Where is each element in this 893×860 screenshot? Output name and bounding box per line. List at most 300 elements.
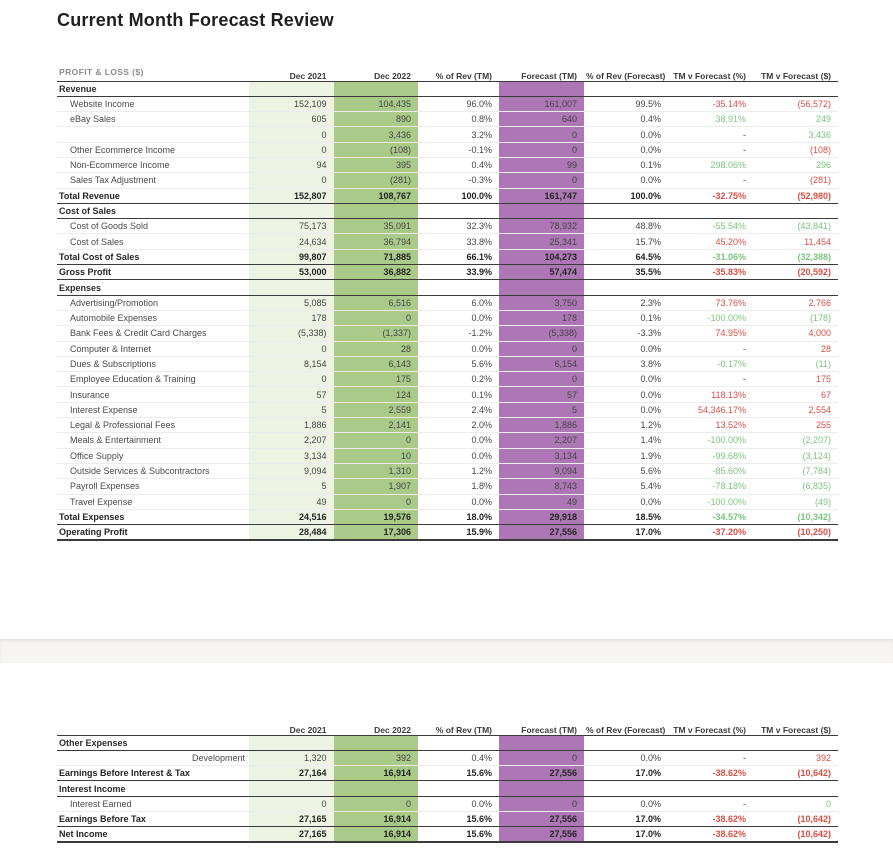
- cell-pct_rev_tm: 0.4%: [418, 157, 499, 172]
- cell-dec2022: 0: [334, 796, 419, 811]
- cell-forecast_tm: 0: [499, 750, 584, 765]
- cell-dec2021: 0: [249, 173, 334, 188]
- item-row: [57, 387, 838, 402]
- cell-tm_v_forecast_usd: (20,592): [753, 265, 838, 280]
- table-header: [57, 63, 838, 81]
- cell-pct_rev_tm: 0.0%: [418, 433, 499, 448]
- cell-pct_rev_forecast: 0.0%: [584, 402, 668, 417]
- cell-tm_v_forecast_pct: -55.54%: [668, 219, 753, 234]
- column-header-dec2022: Dec 2022: [334, 717, 419, 735]
- cell-label: Total Expenses: [57, 509, 249, 524]
- cell-tm_v_forecast_pct: 38.91%: [668, 112, 753, 127]
- cell-pct_rev_tm: -0.3%: [418, 173, 499, 188]
- cell-dec2022: [334, 280, 419, 295]
- profit-and-loss-table: [57, 63, 838, 541]
- cell-label: Payroll Expenses: [57, 479, 249, 494]
- cell-pct_rev_tm: 0.0%: [418, 796, 499, 811]
- cell-tm_v_forecast_pct: 45.20%: [668, 234, 753, 249]
- cell-label: Automobile Expenses: [57, 310, 249, 325]
- cell-dec2021: 27,165: [249, 827, 334, 842]
- cell-tm_v_forecast_usd: (281): [753, 173, 838, 188]
- cell-dec2022: (1,337): [334, 326, 419, 341]
- cell-tm_v_forecast_usd: 4,000: [753, 326, 838, 341]
- cell-dec2021: 5: [249, 402, 334, 417]
- section-row: [57, 81, 838, 96]
- cell-dec2022: 36,794: [334, 234, 419, 249]
- cell-dec2021: 605: [249, 112, 334, 127]
- cell-label: Travel Expense: [57, 494, 249, 509]
- cell-pct_rev_tm: 3.2%: [418, 127, 499, 142]
- cell-pct_rev_forecast: 0.0%: [584, 387, 668, 402]
- cell-tm_v_forecast_usd: (3,124): [753, 448, 838, 463]
- cell-tm_v_forecast_pct: -100.00%: [668, 310, 753, 325]
- cell-forecast_tm: 27,556: [499, 525, 584, 540]
- cell-tm_v_forecast_pct: 74.95%: [668, 326, 753, 341]
- item-row: [57, 402, 838, 417]
- cell-pct_rev_forecast: 5.4%: [584, 479, 668, 494]
- cell-tm_v_forecast_usd: [753, 203, 838, 218]
- cell-forecast_tm: 27,556: [499, 811, 584, 826]
- cell-label: Outside Services & Subcontractors: [57, 463, 249, 478]
- cell-dec2022: [334, 203, 419, 218]
- total-row: [57, 811, 838, 826]
- cell-tm_v_forecast_pct: 54,346.17%: [668, 402, 753, 417]
- cell-pct_rev_tm: [418, 781, 499, 796]
- column-header-label: [57, 717, 249, 735]
- header-row: [57, 717, 838, 735]
- cell-tm_v_forecast_pct: [668, 781, 753, 796]
- column-header-tm_v_forecast_pct: TM v Forecast (%): [668, 63, 753, 81]
- cell-tm_v_forecast_usd: (11): [753, 356, 838, 371]
- cell-pct_rev_forecast: 100.0%: [584, 188, 668, 203]
- cell-pct_rev_forecast: 18.5%: [584, 509, 668, 524]
- cell-tm_v_forecast_usd: (43,841): [753, 219, 838, 234]
- cell-label: Dues & Subscriptions: [57, 356, 249, 371]
- column-header-forecast_tm: Forecast (TM): [499, 63, 584, 81]
- cell-dec2021: 0: [249, 127, 334, 142]
- cell-pct_rev_tm: 100.0%: [418, 188, 499, 203]
- column-header-pct_rev_forecast: % of Rev (Forecast): [584, 717, 668, 735]
- column-header-tm_v_forecast_pct: TM v Forecast (%): [668, 717, 753, 735]
- cell-tm_v_forecast_usd: (10,642): [753, 766, 838, 781]
- cell-tm_v_forecast_usd: 175: [753, 372, 838, 387]
- column-header-pct_rev_forecast: % of Rev (Forecast): [584, 63, 668, 81]
- cell-forecast_tm: 3,134: [499, 448, 584, 463]
- cell-tm_v_forecast_pct: [668, 735, 753, 750]
- cell-tm_v_forecast_usd: 392: [753, 750, 838, 765]
- cell-dec2022: 19,576: [334, 509, 419, 524]
- cell-tm_v_forecast_usd: (6,835): [753, 479, 838, 494]
- cell-pct_rev_forecast: 64.5%: [584, 249, 668, 264]
- cell-tm_v_forecast_pct: -: [668, 173, 753, 188]
- cell-label: Gross Profit: [57, 265, 249, 280]
- cell-tm_v_forecast_pct: 13.52%: [668, 418, 753, 433]
- item-row: [57, 96, 838, 111]
- cell-dec2021: [249, 203, 334, 218]
- cell-forecast_tm: 0: [499, 341, 584, 356]
- cell-tm_v_forecast_pct: -37.20%: [668, 525, 753, 540]
- cell-tm_v_forecast_usd: 255: [753, 418, 838, 433]
- cell-forecast_tm: 6,154: [499, 356, 584, 371]
- cell-forecast_tm: 25,341: [499, 234, 584, 249]
- cell-dec2022: 104,435: [334, 96, 419, 111]
- item-row: [57, 127, 838, 142]
- cell-forecast_tm: [499, 203, 584, 218]
- cell-label: Expenses: [57, 280, 249, 295]
- cell-pct_rev_tm: 15.9%: [418, 525, 499, 540]
- cell-forecast_tm: 0: [499, 796, 584, 811]
- cell-pct_rev_tm: 5.6%: [418, 356, 499, 371]
- item-row: [57, 219, 838, 234]
- cell-forecast_tm: 27,556: [499, 766, 584, 781]
- cell-label: Legal & Professional Fees: [57, 418, 249, 433]
- cell-pct_rev_forecast: [584, 781, 668, 796]
- cell-dec2021: 0: [249, 142, 334, 157]
- cell-pct_rev_forecast: -3.3%: [584, 326, 668, 341]
- cell-tm_v_forecast_pct: -100.00%: [668, 494, 753, 509]
- cell-dec2021: 8,154: [249, 356, 334, 371]
- cell-pct_rev_tm: 66.1%: [418, 249, 499, 264]
- cell-pct_rev_forecast: 17.0%: [584, 827, 668, 842]
- cell-pct_rev_forecast: 3.8%: [584, 356, 668, 371]
- cell-pct_rev_forecast: 0.0%: [584, 372, 668, 387]
- cell-forecast_tm: 99: [499, 157, 584, 172]
- cell-tm_v_forecast_pct: -: [668, 127, 753, 142]
- cell-dec2022: 890: [334, 112, 419, 127]
- item-row: [57, 157, 838, 172]
- header-row: [57, 63, 838, 81]
- column-header-pct_rev_tm: % of Rev (TM): [418, 717, 499, 735]
- cell-pct_rev_tm: 18.0%: [418, 509, 499, 524]
- cell-dec2021: [249, 781, 334, 796]
- cell-tm_v_forecast_pct: 73.76%: [668, 295, 753, 310]
- cell-label: Total Revenue: [57, 188, 249, 203]
- cell-dec2022: 124: [334, 387, 419, 402]
- cell-forecast_tm: 9,094: [499, 463, 584, 478]
- cell-pct_rev_forecast: 17.0%: [584, 525, 668, 540]
- cell-tm_v_forecast_usd: (178): [753, 310, 838, 325]
- cell-tm_v_forecast_pct: -32.75%: [668, 188, 753, 203]
- cell-pct_rev_tm: 96.0%: [418, 96, 499, 111]
- cell-dec2021: [249, 280, 334, 295]
- cell-tm_v_forecast_usd: (52,980): [753, 188, 838, 203]
- cell-pct_rev_tm: 0.4%: [418, 750, 499, 765]
- cell-dec2022: 36,882: [334, 265, 419, 280]
- cell-label: Employee Education & Training: [57, 372, 249, 387]
- cell-tm_v_forecast_pct: -99.68%: [668, 448, 753, 463]
- cell-dec2021: 5: [249, 479, 334, 494]
- cell-label: Advertising/Promotion: [57, 295, 249, 310]
- cell-dec2022: 0: [334, 494, 419, 509]
- cell-tm_v_forecast_pct: -: [668, 372, 753, 387]
- cell-pct_rev_tm: -1.2%: [418, 326, 499, 341]
- cell-pct_rev_forecast: 48.8%: [584, 219, 668, 234]
- cell-pct_rev_forecast: [584, 735, 668, 750]
- cell-pct_rev_forecast: 35.5%: [584, 265, 668, 280]
- cell-tm_v_forecast_pct: -31.06%: [668, 249, 753, 264]
- item-row: [57, 796, 838, 811]
- cell-dec2022: 1,310: [334, 463, 419, 478]
- total-row: [57, 827, 838, 842]
- cell-pct_rev_forecast: 0.0%: [584, 142, 668, 157]
- item-row: [57, 326, 838, 341]
- cell-dec2021: 53,000: [249, 265, 334, 280]
- cell-forecast_tm: 8,743: [499, 479, 584, 494]
- cell-tm_v_forecast_usd: 249: [753, 112, 838, 127]
- cell-pct_rev_forecast: 0.4%: [584, 112, 668, 127]
- cell-pct_rev_tm: 0.0%: [418, 494, 499, 509]
- cell-tm_v_forecast_usd: [753, 81, 838, 96]
- cell-dec2021: 5,085: [249, 295, 334, 310]
- section-row: [57, 781, 838, 796]
- cell-label: Interest Income: [57, 781, 249, 796]
- cell-pct_rev_forecast: [584, 203, 668, 218]
- cell-dec2021: 27,164: [249, 766, 334, 781]
- cell-tm_v_forecast_pct: 118.13%: [668, 387, 753, 402]
- cell-label: Development: [57, 750, 249, 765]
- cell-tm_v_forecast_pct: -: [668, 341, 753, 356]
- cell-tm_v_forecast_usd: 0: [753, 796, 838, 811]
- cell-tm_v_forecast_usd: (10,642): [753, 827, 838, 842]
- item-row: [57, 750, 838, 765]
- cell-dec2021: [249, 81, 334, 96]
- cell-forecast_tm: 2,207: [499, 433, 584, 448]
- cell-pct_rev_forecast: 0.0%: [584, 750, 668, 765]
- cell-pct_rev_tm: 2.0%: [418, 418, 499, 433]
- section-row: [57, 735, 838, 750]
- cell-tm_v_forecast_usd: (49): [753, 494, 838, 509]
- cell-dec2021: 94: [249, 157, 334, 172]
- item-row: [57, 372, 838, 387]
- cell-pct_rev_forecast: 0.0%: [584, 173, 668, 188]
- cell-dec2022: 17,306: [334, 525, 419, 540]
- cell-dec2022: [334, 781, 419, 796]
- cell-label: Earnings Before Interest & Tax: [57, 766, 249, 781]
- cell-pct_rev_forecast: 17.0%: [584, 811, 668, 826]
- cell-dec2022: 1,907: [334, 479, 419, 494]
- cell-dec2021: (5,338): [249, 326, 334, 341]
- item-row: [57, 341, 838, 356]
- cell-pct_rev_forecast: 1.2%: [584, 418, 668, 433]
- cell-pct_rev_forecast: [584, 81, 668, 96]
- item-row: [57, 494, 838, 509]
- cell-tm_v_forecast_usd: (10,250): [753, 525, 838, 540]
- cell-pct_rev_tm: 0.8%: [418, 112, 499, 127]
- item-row: [57, 234, 838, 249]
- cell-pct_rev_forecast: 0.0%: [584, 494, 668, 509]
- total-row: [57, 188, 838, 203]
- item-row: [57, 418, 838, 433]
- cell-label: Earnings Before Tax: [57, 811, 249, 826]
- cell-pct_rev_tm: 0.0%: [418, 448, 499, 463]
- cell-tm_v_forecast_pct: -38.62%: [668, 811, 753, 826]
- cell-label: Cost of Sales: [57, 203, 249, 218]
- cell-tm_v_forecast_usd: (2,207): [753, 433, 838, 448]
- cell-tm_v_forecast_usd: 3,436: [753, 127, 838, 142]
- total-row: [57, 525, 838, 540]
- cell-pct_rev_tm: 32.3%: [418, 219, 499, 234]
- cell-dec2022: 35,091: [334, 219, 419, 234]
- cell-dec2021: 152,807: [249, 188, 334, 203]
- item-row: [57, 356, 838, 371]
- column-header-dec2022: Dec 2022: [334, 63, 419, 81]
- cell-label: Interest Earned: [57, 796, 249, 811]
- cell-pct_rev_forecast: 5.6%: [584, 463, 668, 478]
- cell-dec2022: 28: [334, 341, 419, 356]
- cell-tm_v_forecast_usd: (32,388): [753, 249, 838, 264]
- cell-pct_rev_tm: 0.2%: [418, 372, 499, 387]
- column-header-dec2021: Dec 2021: [249, 717, 334, 735]
- cell-dec2021: 0: [249, 796, 334, 811]
- cell-dec2021: 75,173: [249, 219, 334, 234]
- cell-dec2022: (281): [334, 173, 419, 188]
- cell-tm_v_forecast_pct: [668, 280, 753, 295]
- cell-label: Office Supply: [57, 448, 249, 463]
- cell-pct_rev_forecast: 1.9%: [584, 448, 668, 463]
- item-row: [57, 112, 838, 127]
- cell-forecast_tm: [499, 81, 584, 96]
- cell-pct_rev_tm: 33.8%: [418, 234, 499, 249]
- cell-dec2021: 99,807: [249, 249, 334, 264]
- total-row: [57, 766, 838, 781]
- cell-dec2022: 71,885: [334, 249, 419, 264]
- cell-pct_rev_forecast: 17.0%: [584, 766, 668, 781]
- cell-dec2021: 49: [249, 494, 334, 509]
- cell-label: [57, 127, 249, 142]
- cell-pct_rev_tm: 15.6%: [418, 811, 499, 826]
- cell-dec2021: 178: [249, 310, 334, 325]
- cell-dec2021: 28,484: [249, 525, 334, 540]
- cell-dec2021: [249, 735, 334, 750]
- cell-tm_v_forecast_usd: [753, 280, 838, 295]
- cell-pct_rev_forecast: 15.7%: [584, 234, 668, 249]
- cell-dec2022: [334, 735, 419, 750]
- item-row: [57, 295, 838, 310]
- cell-label: Website Income: [57, 96, 249, 111]
- cell-pct_rev_tm: [418, 735, 499, 750]
- cell-label: Computer & Internet: [57, 341, 249, 356]
- cell-pct_rev_forecast: 0.0%: [584, 341, 668, 356]
- cell-tm_v_forecast_usd: [753, 735, 838, 750]
- cell-dec2022: (108): [334, 142, 419, 157]
- cell-forecast_tm: 78,932: [499, 219, 584, 234]
- cell-tm_v_forecast_pct: 298.06%: [668, 157, 753, 172]
- cell-pct_rev_tm: 15.6%: [418, 827, 499, 842]
- cell-tm_v_forecast_pct: [668, 203, 753, 218]
- cell-label: Bank Fees & Credit Card Charges: [57, 326, 249, 341]
- cell-dec2021: 1,320: [249, 750, 334, 765]
- cell-label: Net Income: [57, 827, 249, 842]
- cell-pct_rev_tm: 0.0%: [418, 341, 499, 356]
- cell-dec2022: 6,143: [334, 356, 419, 371]
- cell-pct_rev_tm: 2.4%: [418, 402, 499, 417]
- cell-tm_v_forecast_usd: 2,766: [753, 295, 838, 310]
- cell-pct_rev_tm: [418, 203, 499, 218]
- column-header-pct_rev_tm: % of Rev (TM): [418, 63, 499, 81]
- cell-dec2022: 395: [334, 157, 419, 172]
- cell-label: Sales Tax Adjustment: [57, 173, 249, 188]
- cell-forecast_tm: 5: [499, 402, 584, 417]
- cell-tm_v_forecast_pct: -78.18%: [668, 479, 753, 494]
- cell-dec2022: 2,141: [334, 418, 419, 433]
- cell-pct_rev_tm: -0.1%: [418, 142, 499, 157]
- cell-dec2022: 10: [334, 448, 419, 463]
- cell-forecast_tm: 0: [499, 127, 584, 142]
- cell-forecast_tm: 640: [499, 112, 584, 127]
- item-row: [57, 448, 838, 463]
- cell-dec2021: 0: [249, 372, 334, 387]
- cell-dec2022: 108,767: [334, 188, 419, 203]
- cell-dec2021: 27,165: [249, 811, 334, 826]
- cell-pct_rev_forecast: 2.3%: [584, 295, 668, 310]
- cell-tm_v_forecast_usd: [753, 781, 838, 796]
- cell-forecast_tm: 161,747: [499, 188, 584, 203]
- column-header-label: PROFIT & LOSS ($): [57, 63, 249, 81]
- cell-dec2022: 2,559: [334, 402, 419, 417]
- cell-pct_rev_forecast: 0.1%: [584, 157, 668, 172]
- cell-forecast_tm: 178: [499, 310, 584, 325]
- cell-forecast_tm: 57: [499, 387, 584, 402]
- cell-forecast_tm: [499, 280, 584, 295]
- cell-dec2022: 0: [334, 310, 419, 325]
- total-row: [57, 249, 838, 264]
- cell-label: Other Expenses: [57, 735, 249, 750]
- cell-pct_rev_forecast: 0.1%: [584, 310, 668, 325]
- table-body: [57, 735, 838, 842]
- item-row: [57, 433, 838, 448]
- profit-and-loss-table-continued: [57, 717, 838, 843]
- cell-dec2022: 175: [334, 372, 419, 387]
- cell-label: Cost of Sales: [57, 234, 249, 249]
- cell-dec2022: 392: [334, 750, 419, 765]
- cell-tm_v_forecast_pct: -85.60%: [668, 463, 753, 478]
- cell-pct_rev_tm: 0.0%: [418, 310, 499, 325]
- cell-forecast_tm: 49: [499, 494, 584, 509]
- cell-label: Other Ecommerce Income: [57, 142, 249, 157]
- cell-tm_v_forecast_pct: [668, 81, 753, 96]
- cell-pct_rev_tm: 0.1%: [418, 387, 499, 402]
- cell-pct_rev_tm: 33.9%: [418, 265, 499, 280]
- column-header-dec2021: Dec 2021: [249, 63, 334, 81]
- cell-forecast_tm: 104,273: [499, 249, 584, 264]
- item-row: [57, 463, 838, 478]
- cell-tm_v_forecast_usd: 67: [753, 387, 838, 402]
- cell-dec2022: 0: [334, 433, 419, 448]
- cell-label: Non-Ecommerce Income: [57, 157, 249, 172]
- cell-dec2021: 152,109: [249, 96, 334, 111]
- cell-forecast_tm: 27,556: [499, 827, 584, 842]
- cell-dec2021: 24,634: [249, 234, 334, 249]
- cell-tm_v_forecast_usd: (56,572): [753, 96, 838, 111]
- cell-dec2021: 2,207: [249, 433, 334, 448]
- cell-dec2021: 57: [249, 387, 334, 402]
- cell-tm_v_forecast_usd: 296: [753, 157, 838, 172]
- page-break-gap: [0, 639, 893, 663]
- cell-label: eBay Sales: [57, 112, 249, 127]
- cell-tm_v_forecast_pct: -100.00%: [668, 433, 753, 448]
- cell-dec2022: 16,914: [334, 827, 419, 842]
- cell-tm_v_forecast_usd: (7,784): [753, 463, 838, 478]
- cell-tm_v_forecast_usd: (10,342): [753, 509, 838, 524]
- item-row: [57, 142, 838, 157]
- cell-tm_v_forecast_usd: 28: [753, 341, 838, 356]
- cell-pct_rev_forecast: 0.0%: [584, 127, 668, 142]
- cell-label: Cost of Goods Sold: [57, 219, 249, 234]
- cell-tm_v_forecast_pct: -35.83%: [668, 265, 753, 280]
- cell-pct_rev_forecast: 1.4%: [584, 433, 668, 448]
- cell-tm_v_forecast_pct: -0.17%: [668, 356, 753, 371]
- cell-forecast_tm: 0: [499, 142, 584, 157]
